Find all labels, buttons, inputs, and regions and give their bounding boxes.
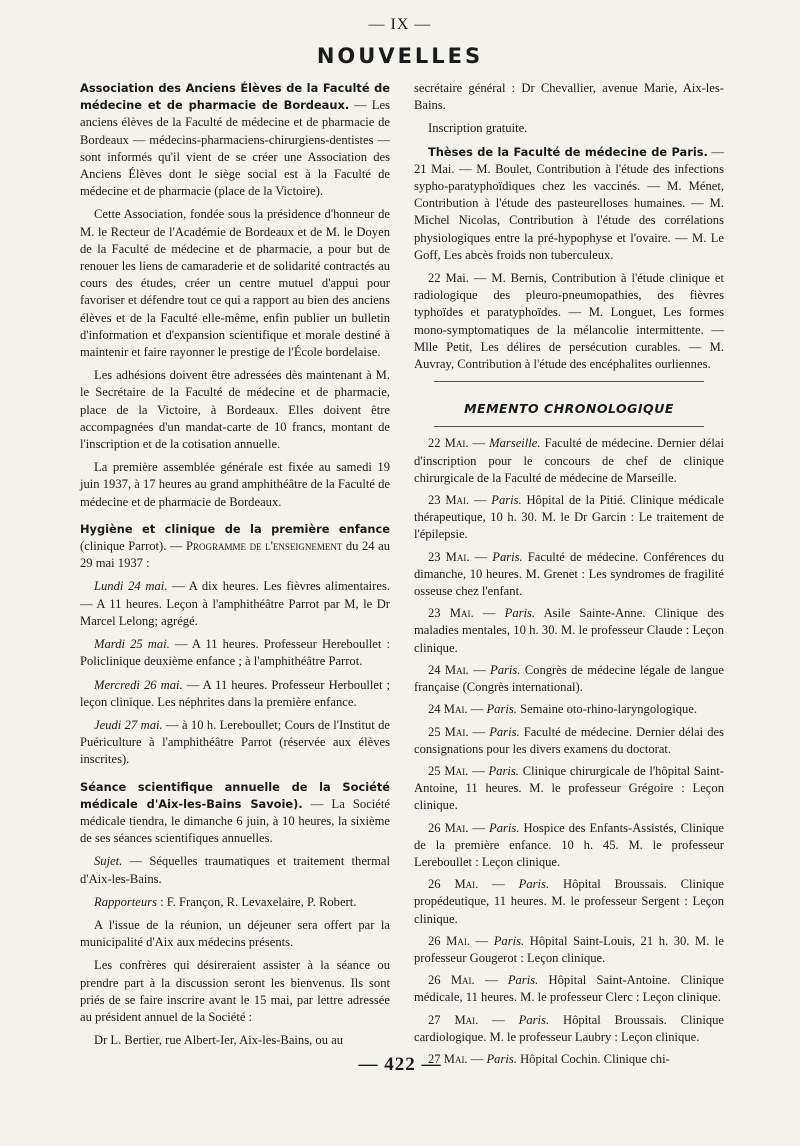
memento-place: Paris. xyxy=(507,973,539,988)
assoc-paragraph-1: Association des Anciens Élèves de la Faculté de médecine et de pharmacie de Bordeaux. — Les anciens élèves de la Faculté de médecine et de pharmacie de Bordeaux — médecins-pharmaciens-chirurgiens-dentistes — sont informés qu'il vient de se créer une Association des Anciens Élèves dont le siège social est à la Faculté de médecine et de pharmacie (place de la Victoire). xyxy=(80,81,390,199)
memento-date: 23 Mai. xyxy=(428,493,470,508)
memento-date: 24 Mai. xyxy=(428,662,469,677)
assoc-heading: Association des Anciens Élèves de la Faculté de médecine et de pharmacie de Bordeaux. xyxy=(80,81,390,113)
memento-place: Paris. xyxy=(492,549,523,564)
seance-heading: Séance scientifique annuelle de la Société médicale d'Aix-les-Bains Savoie). xyxy=(80,779,390,811)
left-column xyxy=(80,80,390,1055)
memento-date: 23 Mai. xyxy=(428,606,474,621)
seance-paragraph-2: A l'issue de la réunion, un déjeuner sera offert par la municipalité d'Aix aux médecins présents. xyxy=(80,917,390,950)
memento-text: Hôpital de la Pitié. Clinique médicale thérapeutique, 10 h. 30. M. le Dr Garcin : Le traitement de l'épilepsie. xyxy=(414,493,724,542)
memento-text: Faculté de médecine. Dernier délai d'inscription pour le concours de chef de clinique chirurgicale de la Faculté de médecine de Marseille. xyxy=(414,436,724,485)
memento-entry: 27 Mai. — Paris. Hôpital Cochin. Clinique chi- xyxy=(428,1051,670,1066)
assoc-paragraph-3: Les adhésions doivent être adressées dès maintenant à M. le Secrétaire de la Faculté de médecine et de pharmacie, place de la Victoire, à Bordeaux. Elles doivent être accompagnées d'un mandat-carte de 10 francs, montant de l'inscription et de la cotisation annuelle. xyxy=(80,368,390,452)
memento-date: 27 Mai. xyxy=(428,1051,468,1066)
theses-heading: Thèses de la Faculté de médecine de Paris. xyxy=(428,144,708,159)
memento-text: Faculté de médecine. Conférences du dimanche, 10 heures. M. Grenet : Les syndromes de fragilité osseuse chez l'enfant. xyxy=(414,549,724,599)
memento-entry: 25 Mai. — Paris. Faculté de médecine. Dernier délai des consignations pour les divers examens du doctorat. xyxy=(414,724,724,756)
memento-top-rule xyxy=(434,381,704,382)
memento-place: Marseille. xyxy=(489,436,541,451)
memento-text: Hôpital Broussais. Clinique cardiologique. M. le professeur Laubry : Leçon clinique. xyxy=(414,1012,724,1044)
memento-text: Hôpital Saint-Louis, 21 h. 30. M. le professeur Gougerot : Leçon clinique. xyxy=(414,933,724,965)
memento-text: Hôpital Broussais. Clinique propédeutique, 11 heures. M. le professeur Sergent : Leçon clinique. xyxy=(414,877,724,926)
memento-place: Paris. xyxy=(493,933,525,948)
hygiene-intro: Hygiène et clinique de la première enfance (clinique Parrot). — Programme de l'enseignement du 24 au 29 mai 1937 : xyxy=(80,521,390,571)
memento-text: Asile Sainte-Anne. Clinique des maladies mentales, 10 h. 30. M. le professeur Claude : Leçon clinique. xyxy=(414,606,725,655)
memento-entry: 22 Mai. — Marseille. Faculté de médecine. Dernier délai d'inscription pour le concours de chef de clinique chirurgicale de la Faculté de médecine de Marseille. xyxy=(414,436,724,485)
memento-date: 26 Mai. xyxy=(428,933,470,948)
right-column xyxy=(414,80,724,1073)
memento-place: Paris. xyxy=(518,1012,550,1027)
memento-date: 25 Mai. xyxy=(428,724,469,739)
memento-entry: 23 Mai. — Paris. Hôpital de la Pitié. Clinique médicale thérapeutique, 10 h. 30. M. le Dr Garcin : Le traitement de l'épilepsie. xyxy=(414,493,724,542)
memento-entry: 26 Mai. — Paris. Hôpital Saint-Antoine. Clinique médicale, 11 heures. M. le professeur Clerc : Leçon clinique. xyxy=(414,973,724,1005)
memento-text: Faculté de médecine. Dernier délai des consignations pour les divers examens du doctorat. xyxy=(414,724,724,756)
seance-paragraph-4: Dr L. Bertier, rue Albert-Ier, Aix-les-Bains, ou au xyxy=(94,1033,344,1048)
memento-place: Paris. xyxy=(486,702,517,717)
memento-place: Paris. xyxy=(504,606,536,621)
memento-entry: 26 Mai. — Paris. Hôpital Saint-Louis, 21 h. 30. M. le professeur Gougerot : Leçon clinique. xyxy=(414,933,724,965)
assoc-paragraph-2: Cette Association, fondée sous la présidence d'honneur de M. le Recteur de l'Académie de Bordeaux et de M. le Doyen de la Faculté de médecine et de pharmacie, a pour but de renouer les liens de camaraderie et de solidarité contractés au cours des études, créer un centre mutuel d'appui pour favoriser et défendre tout ce qui a rapport au bien des anciens élèves et de la Faculté elle-même, enfin publier un bulletin d'information et d'expansion scientifique et morale destiné à maintenir et faire rayonner le prestige de l'École bordelaise. xyxy=(80,207,390,360)
memento-entry: 27 Mai. — Paris. Hôpital Broussais. Clinique cardiologique. M. le professeur Laubry : Leçon clinique. xyxy=(414,1012,724,1044)
memento-text: Clinique chirurgicale de l'hôpital Saint-Antoine, 11 heures. M. le professeur Grégoire : Leçon clinique. xyxy=(414,763,724,813)
seance-sujet: Sujet. — Séquelles traumatiques et traitement thermal d'Aix-les-Bains. xyxy=(80,854,390,886)
memento-text: Congrès de médecine légale de langue française (Congrès international). xyxy=(414,662,724,695)
memento-date: 23 Mai. xyxy=(428,549,470,564)
hygiene-mercredi: Mercredi 26 mai. — A 11 heures. Professeur Herboullet ; leçon clinique. Les néphrites dans la première enfance. xyxy=(80,677,390,709)
memento-heading: MEMENTO CHRONOLOGIQUE xyxy=(414,400,724,431)
memento-entry: 24 Mai. — Paris. Congrès de médecine légale de langue française (Congrès international). xyxy=(414,662,724,695)
seance-rapporteurs: Rapporteurs : F. Françon, R. Levaxelaire, P. Robert. xyxy=(94,894,357,909)
memento-date: 26 Mai. xyxy=(428,973,475,988)
memento-place: Paris. xyxy=(486,1051,517,1066)
theses-paragraph-2: 22 Mai. — M. Bernis, Contribution à l'étude clinique et radiologique des pleuro-pneumopathies, des fièvres typhoïdes et paratyphoïdes. — M. Longuet, Les formes mono-symptomatiques de la mélancolie intermittente. — Mlle Petit, Les délires de persécution curables. — M. Auvray, Contribution à l'étude des encéphalites ourliennes. xyxy=(414,271,724,372)
memento-date: 22 Mai. xyxy=(428,436,469,451)
memento-list xyxy=(414,435,724,1068)
memento-date: 26 Mai. xyxy=(428,820,469,835)
hygiene-lundi: Lundi 24 mai. — A dix heures. Les fièvres alimentaires. — A 11 heures. Leçon à l'amphithéâtre Parrot par M, le Dr Marcel Lelong; agrégé. xyxy=(80,579,390,628)
seance-paragraph-3: Les confrères qui désireraient assister à la séance ou prendre part à la discussion seront les bienvenus. Ils sont priés de se faire inscrire avant le 15 mai, par lettre adressée au président annuel de la Société : xyxy=(80,958,390,1024)
memento-text: Semaine oto-rhino-laryngologique. xyxy=(516,702,698,717)
memento-date: 27 Mai. xyxy=(428,1012,479,1027)
assoc-paragraph-4: La première assemblée générale est fixée au samedi 19 juin 1937, à 17 heures au grand amphithéâtre de la Faculté de médecine et de pharmacie de Bordeaux. xyxy=(80,460,390,509)
memento-place: Paris. xyxy=(488,763,519,778)
memento-date: 24 Mai. xyxy=(428,702,468,717)
continued-paragraph: secrétaire général : Dr Chevallier, avenue Marie, Aix-les-Bains. xyxy=(414,81,724,113)
memento-place: Paris. xyxy=(491,493,522,508)
memento-text: Hospice des Enfants-Assistés, Clinique de la première enfance. 10 h. 45. M. le professeur Lereboullet : Leçon clinique. xyxy=(414,820,725,869)
hygiene-mardi: Mardi 25 mai. — A 11 heures. Professeur Hereboullet : Policlinique deuxième enfance ; à l'amphithéâtre Parrot. xyxy=(80,637,390,669)
memento-place: Paris. xyxy=(490,662,521,677)
memento-entry: 24 Mai. — Paris. Semaine oto-rhino-laryngologique. xyxy=(428,702,698,717)
memento-entry: 26 Mai. — Paris. Hôpital Broussais. Clinique propédeutique, 11 heures. M. le professeur Sergent : Leçon clinique. xyxy=(414,877,724,926)
memento-text: Hôpital Saint-Antoine. Clinique médicale, 11 heures. M. le professeur Clerc : Leçon clinique. xyxy=(414,973,724,1005)
memento-entry: 26 Mai. — Paris. Hospice des Enfants-Assistés, Clinique de la première enfance. 10 h. 45. M. le professeur Lereboullet : Leçon clinique. xyxy=(414,820,725,869)
hygiene-jeudi: Jeudi 27 mai. — à 10 h. Lereboullet; Cours de l'Institut de Puériculture à l'amphithéâtre Parrot (réservée aux élèves inscrites). xyxy=(80,717,390,767)
memento-date: 25 Mai. xyxy=(428,763,469,778)
inscription-note: Inscription gratuite. xyxy=(428,121,528,136)
memento-place: Paris. xyxy=(489,820,520,835)
page-title: NOUVELLES xyxy=(316,44,484,68)
memento-place: Paris. xyxy=(489,724,520,739)
page-number: — 422 — xyxy=(358,1054,442,1075)
memento-place: Paris. xyxy=(518,877,550,892)
memento-entry: 23 Mai. — Paris. Asile Sainte-Anne. Clinique des maladies mentales, 10 h. 30. M. le professeur Claude : Leçon clinique. xyxy=(414,606,725,655)
memento-entry: 23 Mai. — Paris. Faculté de médecine. Conférences du dimanche, 10 heures. M. Grenet : Les syndromes de fragilité osseuse chez l'enfant. xyxy=(414,549,724,599)
memento-text: Hôpital Cochin. Clinique chi- xyxy=(516,1051,670,1066)
theses-paragraph-1: Thèses de la Faculté de médecine de Paris. — 21 Mai. — M. Boulet, Contribution à l'étude des infections sypho-paratyphoïdiques chez les vaccinés. — M. Ménet, Contribution à l'étude des pasteurelloses humaines. — M. Michel Nicolas, Contribution à l'étude des corrélations physiologiques entre la pré-hypophyse et l'ovaire. — M. Le Goff, Les abcès froids non tuberculeux. xyxy=(414,144,724,262)
memento-entry: 25 Mai. — Paris. Clinique chirurgicale de l'hôpital Saint-Antoine, 11 heures. M. le professeur Grégoire : Leçon clinique. xyxy=(414,763,724,813)
memento-date: 26 Mai. xyxy=(428,877,479,892)
seance-intro: Séance scientifique annuelle de la Société médicale d'Aix-les-Bains Savoie). — La Société médicale tiendra, le dimanche 6 juin, à 10 heures, la sixième de ses séances scientifiques annuelles. xyxy=(80,779,390,846)
page-roman-numeral: — IX — xyxy=(368,16,432,33)
hygiene-heading: Hygiène et clinique de la première enfance xyxy=(80,521,390,536)
